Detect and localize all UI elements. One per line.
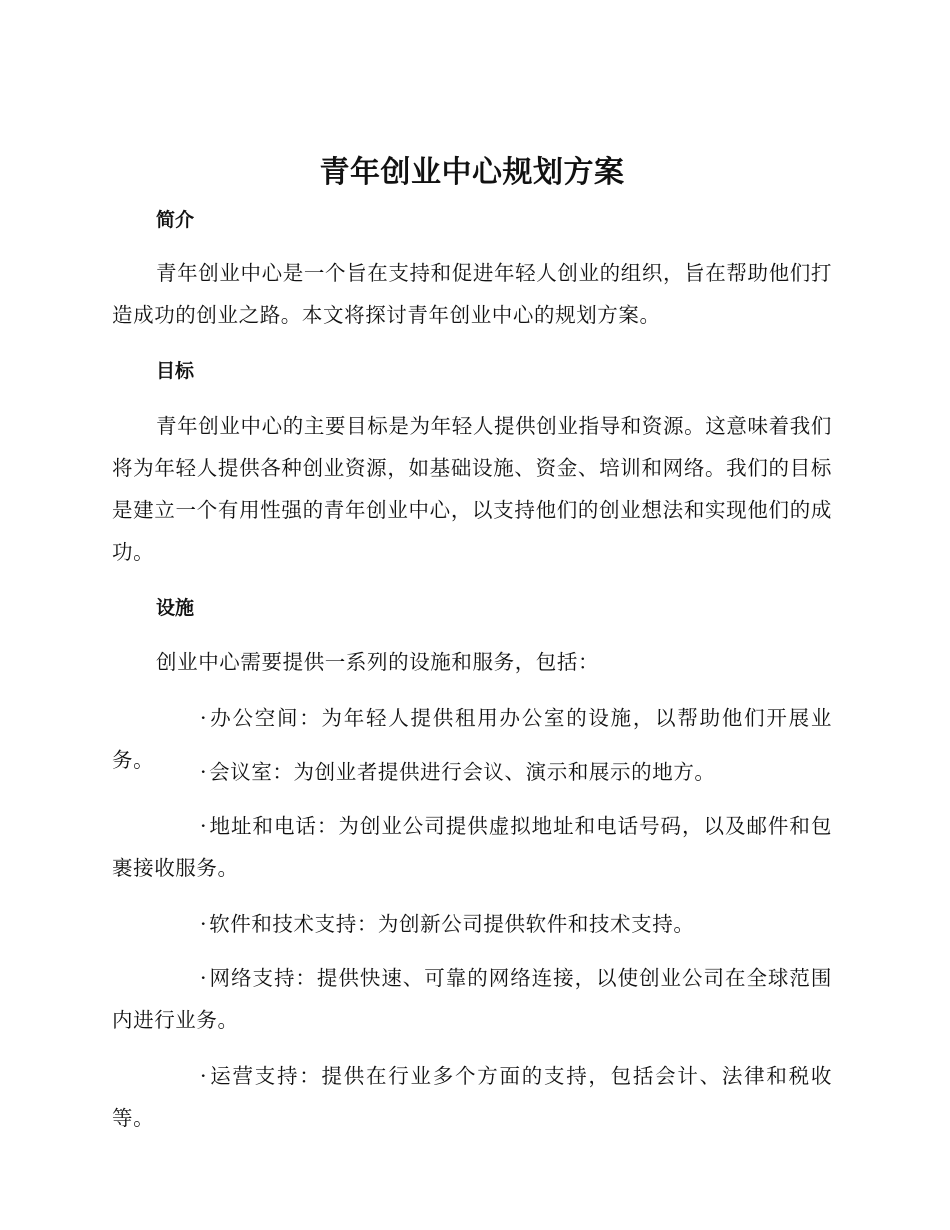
facility-item-text: 地址和电话：为创业公司提供虚拟地址和电话号码，以及邮件和包裹接收服务。 — [112, 814, 832, 880]
facility-item — [112, 903, 832, 945]
facility-item-text: 软件和技术支持：为创新公司提供软件和技术支持。 — [209, 912, 695, 936]
facility-item — [112, 957, 832, 1041]
section-heading-intro: 简介 — [156, 209, 195, 231]
bullet-icon: · — [200, 966, 208, 990]
facility-item-text: 办公空间：为年轻人提供租用办公室的设施，以帮助他们开展业务。 — [112, 706, 832, 772]
bullet-icon: · — [200, 912, 208, 936]
section-heading-facilities: 设施 — [156, 597, 195, 619]
intro-paragraph: 青年创业中心是一个旨在支持和促进年轻人创业的组织，旨在帮助他们打造成功的创业之路。本文将探讨青年创业中心的规划方案。 — [112, 261, 832, 327]
facility-item — [112, 805, 832, 889]
facility-item-text: 网络支持：提供快速、可靠的网络连接，以使创业公司在全球范围内进行业务。 — [112, 966, 832, 1032]
document-title: 青年创业中心规划方案 — [319, 155, 625, 190]
facility-item-text: 会议室：为创业者提供进行会议、演示和展示的地方。 — [209, 760, 716, 784]
facility-item — [112, 751, 832, 793]
facilities-intro: 创业中心需要提供一系列的设施和服务，包括： — [156, 650, 600, 674]
bullet-icon: · — [200, 760, 208, 784]
bullet-icon: · — [200, 1064, 208, 1088]
section-heading-goals: 目标 — [156, 360, 195, 382]
facility-item — [112, 1055, 832, 1139]
bullet-icon: · — [200, 814, 208, 838]
bullet-icon: · — [200, 706, 208, 730]
facility-item-text: 运营支持：提供在行业多个方面的支持，包括会计、法律和税收等。 — [112, 1064, 832, 1130]
goals-paragraph: 青年创业中心的主要目标是为年轻人提供创业指导和资源。这意味着我们将为年轻人提供各种创业资源，如基础设施、资金、培训和网络。我们的目标是建立一个有用性强的青年创业中心，以支持他们的创业想法和实现他们的成功。 — [112, 414, 832, 564]
